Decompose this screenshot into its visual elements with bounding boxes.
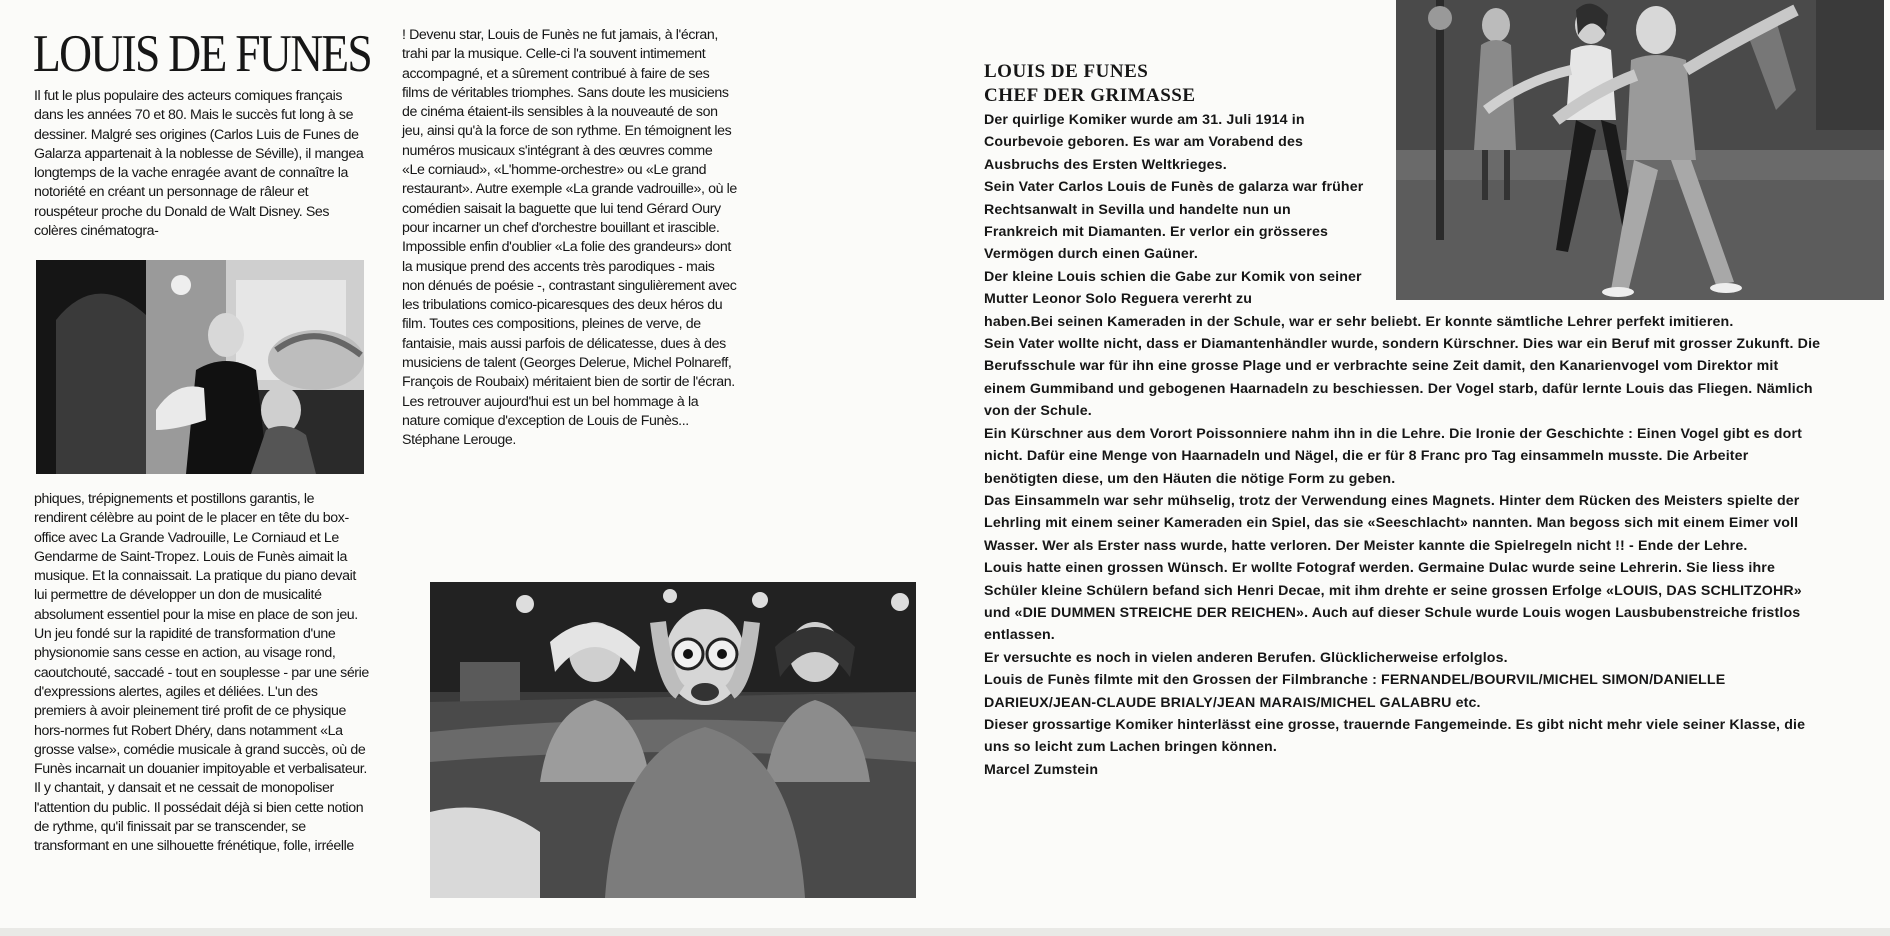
photo-funes-hands-on-eyes: [430, 582, 916, 898]
page-bottom-edge: [0, 928, 1890, 936]
german-paragraph: Louis de Funès filmte mit den Grossen der Filmbranche : FERNANDEL/BOURVIL/MICHEL SIMON/DANIELLE DARIEUX/JEAN-CLAUDE BRIALY/JEAN MARAIS/MICHEL GALABRU etc.: [984, 672, 1726, 711]
photo-funes-hands-on-eyes-image: [430, 582, 916, 898]
french-column-2: [402, 26, 737, 451]
german-paragraph: Der kleine Louis schien die Gabe zur Komik von seiner Mutter Leonor Solo Reguera vererht zu: [984, 268, 1362, 308]
german-article: [984, 60, 1824, 781]
german-paragraph: haben.Bei seinen Kameraden in der Schule, war er sehr beliebt. Er konnte sämtliche Lehrer perfekt imitieren.: [984, 313, 1734, 330]
german-text-wide: [984, 311, 1824, 782]
french-paragraph-career: phiques, trépignements et postillons garantis, le rendirent célèbre au point de le placer en tête du box-office avec La Grande Vadrouille, Le Corniaud et Le Gendarme de Saint-Tropez. Louis de Funès aimait la musique. Et la connaissait. La pratique du piano devait lui permettre de développer un don de musicalité absolument essentiel pour la mise en place de son jeu. Un jeu fondé sur la rapidité de transformation d'une physionomie sans cesse en action, au visage rond, caoutchouté, saccadé - tout en souplesse - par une série d'expressions alertes, agiles et déliées. L'un des premiers à avoir pleinement tiré profit de ce physique hors-normes fut Robert Dhéry, dans notamment «La grosse valse», comédie musicale à grand succès, où de Funès incarnait un douanier impitoyable et verbalisateur. Il y chantait, y dansait et ne cessait de monopoliser l'attention du public. Il possédait déjà si bien cette notion de rythme, qu'il finissait par se transcender, se transformant en une silhouette frénétique, folle, irréelle: [34, 491, 369, 855]
german-paragraph: Das Einsammeln war sehr mühselig, trotz der Verwendung eines Magnets. Hinter dem Rücken des Meisters spielte der Lehrling mit einem seiner Kameraden ein Spiel, das sie «Seeschlacht» nannten. Man begoss sich mit einem Eimer voll Wasser. Wer als Erster nass wurde, hatte verloren. Der Meister kannte die Spielregeln nicht !! - Ende der Lehre.: [984, 492, 1800, 554]
german-title-line2: CHEF DER GRIMASSE: [984, 85, 1196, 106]
french-author: Stéphane Lerouge.: [402, 432, 516, 449]
french-paragraph-intro: Il fut le plus populaire des acteurs comiques français dans les années 70 et 80. Mais le succès fut long à se dessiner. Malgré ses origines (Carlos Luis de Funes de Galarza appartenait à la noblesse de Séville), il mangea longtemps de la vache enragée avant de connaître la notoriété en créant un personnage de râleur et rouspéteur proche du Donald de Walt Disney. Ses colères cinématogra-: [34, 88, 364, 240]
french-column-1-bottom: [34, 490, 369, 857]
photo-funes-dancing-image: [36, 260, 364, 474]
german-paragraph: Louis hatte einen grossen Wünsch. Er wollte Fotograf werden. Germaine Dulac wurde seine Lehrerin. Sie liess ihre Schüler kleine Schülern befand sich Henri Decae, mit ihm drehte er seine grossen Erfolge «LOUIS, DAS SCHLITZOHR» und «DIE DUMMEN STREICHE DER REICHEN». Auch auf dieser Schule wurde Louis wogen Lausbubenstreiche fristlos entlassen.: [984, 560, 1802, 644]
german-paragraph: Sein Vater Carlos Louis de Funès de galarza war früher Rechtsanwalt in Sevilla und handelte nun un Frankreich mit Diamanten. Er verlor ein grösseres Vermögen durch einen Gaüner.: [984, 179, 1364, 263]
german-text-narrow: [984, 109, 1364, 311]
german-title-line1: LOUIS DE FUNES: [984, 61, 1149, 82]
german-paragraph: Er versuchte es noch in vielen anderen Berufen. Glücklicherweise erfolglos.: [984, 649, 1508, 666]
german-paragraph: Sein Vater wollte nicht, dass er Diamantenhändler wurde, sondern Kürschner. Dies war ein Beruf mit grosser Zukunft. Die Berufsschule war für ihn eine grosse Plage und er verbrachte seine Zeit damit, den Kanarienvogel vom Direktor mit einem Gummiband und gebogenen Haarnadeln zu beschiessen. Der Vogel starb, dafür lernte Louis das Fliegen. Nämlich von der Schule.: [984, 336, 1821, 420]
german-paragraph: Ein Kürschner aus dem Vorort Poissonniere nahm ihn in die Lehre. Die Ironie der Geschichte : Einen Vogel gibt es dort nicht. Dafür eine Menge von Haarnadeln und Nägel, die er für 8 Franc pro Tag einsammeln musste. Die Arbeiter benötigten diese, um den Häuten die nötige Form zu geben.: [984, 425, 1802, 487]
german-paragraph: Der quirlige Komiker wurde am 31. Juli 1914 in Courbevoie geboren. Es war am Vorabend des Ausbruchs des Ersten Weltkrieges.: [984, 112, 1305, 173]
german-author: Marcel Zumstein: [984, 761, 1099, 778]
french-column-1-top: [34, 87, 369, 241]
article-title-french: LOUIS DE FUNES: [33, 25, 372, 83]
german-paragraph: Dieser grossartige Komiker hinterlässt eine grosse, trauernde Fangemeinde. Es gibt nicht mehr viele seiner Klasse, die uns so leicht zum Lachen bringen können.: [984, 716, 1806, 756]
photo-funes-dancing: [36, 260, 364, 474]
french-paragraph-music: ! Devenu star, Louis de Funès ne fut jamais, à l'écran, trahi par la musique. Celle-ci l'a souvent intimement accompagné, et a sûrement contribué à faire de ses films de véritables triomphes. Sans doute les musiciens de cinéma étaient-ils sensibles à la nouveauté de son jeu, ainsi qu'à la force de son rythme. En témoignent les numéros musicaux s'intégrant à des œuvres comme «Le corniaud», «L'homme-orchestre» ou «Le grand restaurant». Autre exemple «La grande vadrouille», où le comédien saisait la baguette que lui tend Gérard Oury pour incarner un chef d'orchestre bouillant et irascible. Impossible enfin d'oublier «La folie des grandeurs» dont la musique prend des accents très parodiques - mais non dénués de poésie -, contrastant singulièrement avec les tribulations comico-picaresques des deux héros du film. Toutes ces compositions, pleines de verve, de fantaisie, mais aussi parfois de délicatesse, dues à des musiciens de talent (Georges Delerue, Michel Polnareff, François de Roubaix) méritaient bien de sortir de l'écran. Les retrouver aujourd'hui est un bel hommage à la nature comique d'exception de Louis de Funès...: [402, 27, 737, 429]
